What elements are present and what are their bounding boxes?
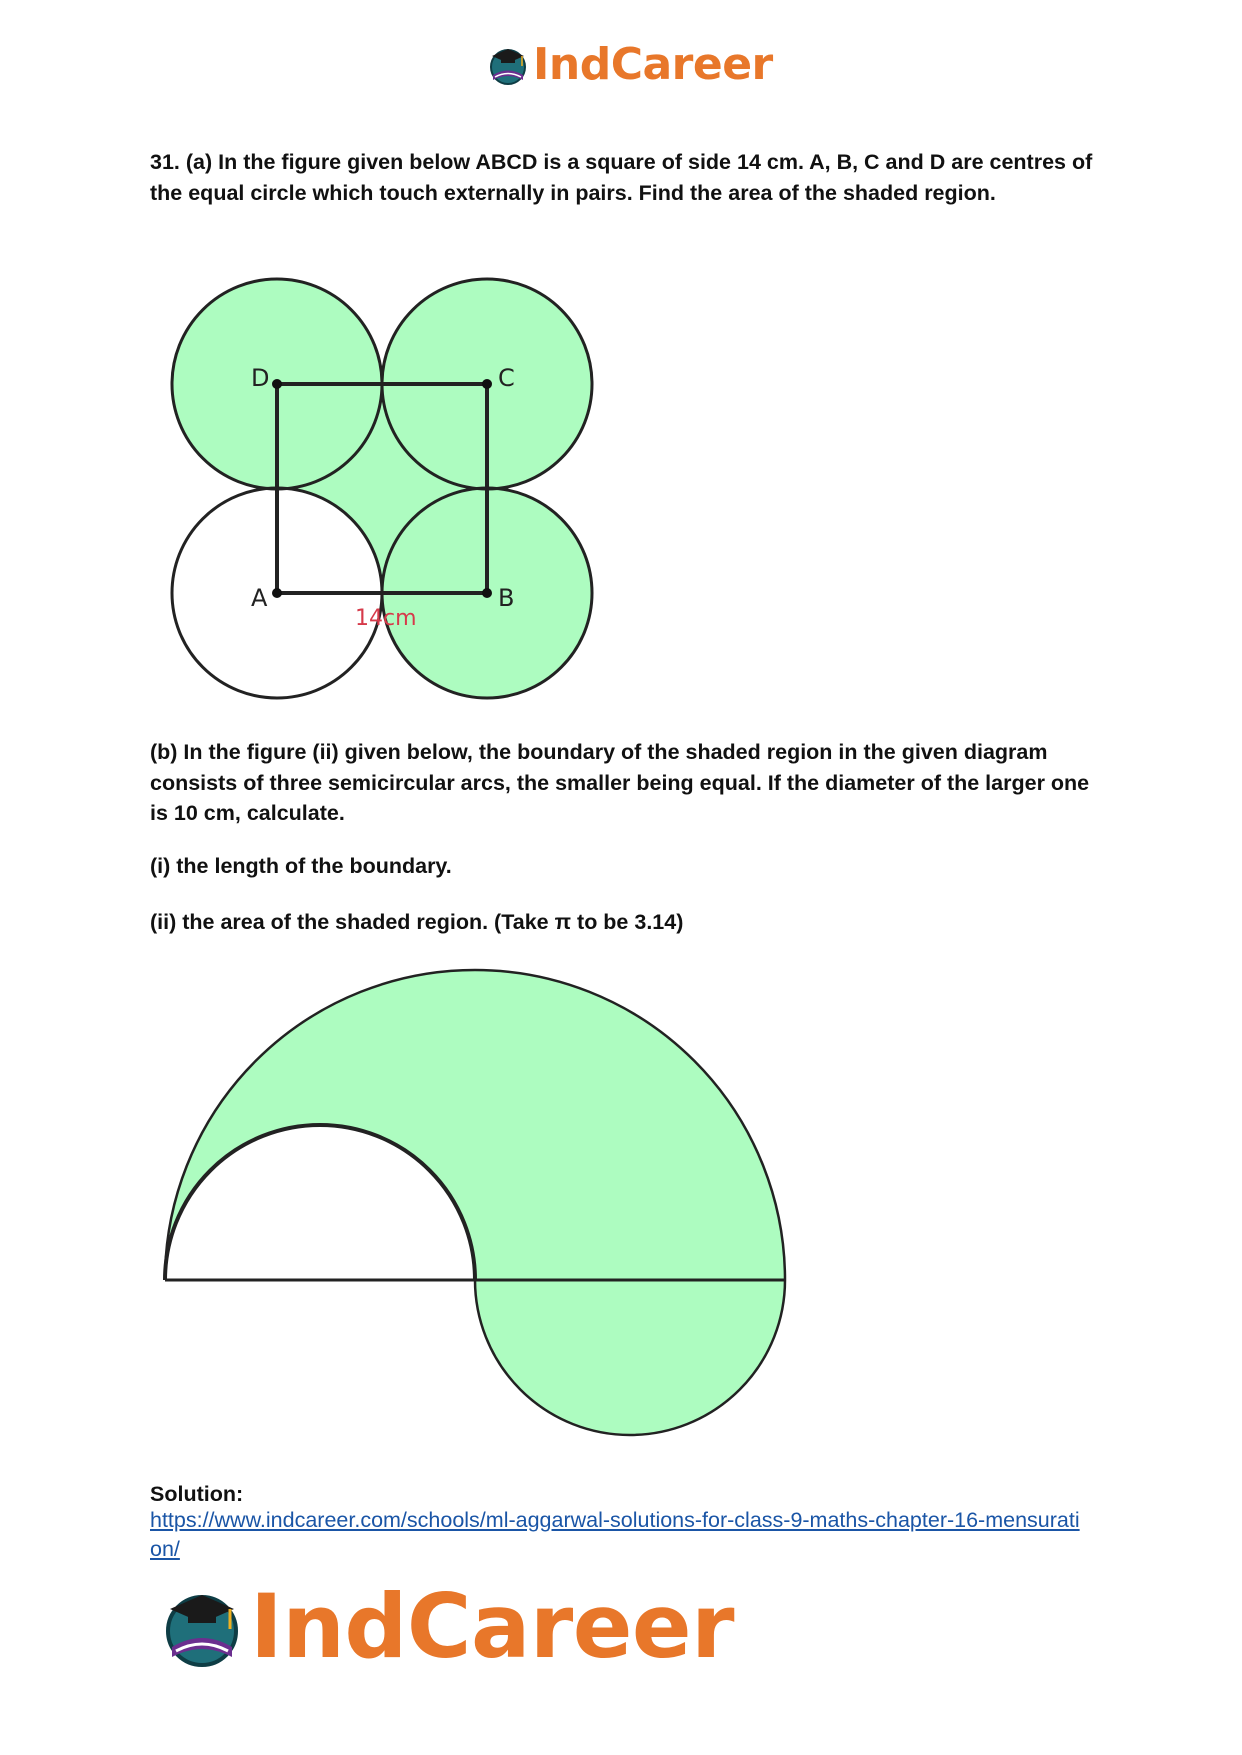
figure-b-shaded-region xyxy=(165,970,785,1435)
label-d: D xyxy=(251,364,270,392)
question-part-b-i: (i) the length of the boundary. xyxy=(150,854,452,878)
label-b: B xyxy=(498,584,515,612)
vertex-d xyxy=(272,379,282,389)
graduation-globe-book-icon xyxy=(487,44,529,86)
vertex-c xyxy=(482,379,492,389)
figure-a-four-circles xyxy=(160,265,600,710)
question-part-b-ii: (ii) the area of the shaded region. (Take π to be 3.14) xyxy=(150,910,684,934)
vertex-b xyxy=(482,588,492,598)
solution-link[interactable]: https://www.indcareer.com/schools/ml-aggarwal-solutions-for-class-9-maths-chapter-16-mensuration/ xyxy=(150,1508,1080,1561)
figure-b-semicircles xyxy=(150,960,800,1450)
question-part-a: 31. (a) In the figure given below ABCD is a square of side 14 cm. A, B, C and D are centres of the equal circle which touch externally in pairs. Find the area of the shaded region. xyxy=(150,150,1093,205)
label-a: A xyxy=(251,584,268,612)
header-logo xyxy=(487,39,773,90)
solution-heading: Solution: xyxy=(150,1482,244,1506)
graduation-globe-book-icon xyxy=(160,1585,244,1669)
side-length-label: 14cm xyxy=(355,606,417,631)
vertex-a xyxy=(272,588,282,598)
question-part-b: (b) In the figure (ii) given below, the boundary of the shaded region in the given diagram consists of three semicircular arcs, the smaller being equal. If the diameter of the larger one is 10 cm, calculate. xyxy=(150,740,1090,825)
logo-text: IndCareer xyxy=(533,39,773,90)
figure-a-shaded-region xyxy=(172,279,592,698)
footer-logo xyxy=(160,1575,735,1678)
label-c: C xyxy=(498,364,515,392)
logo-text: IndCareer xyxy=(250,1575,735,1678)
